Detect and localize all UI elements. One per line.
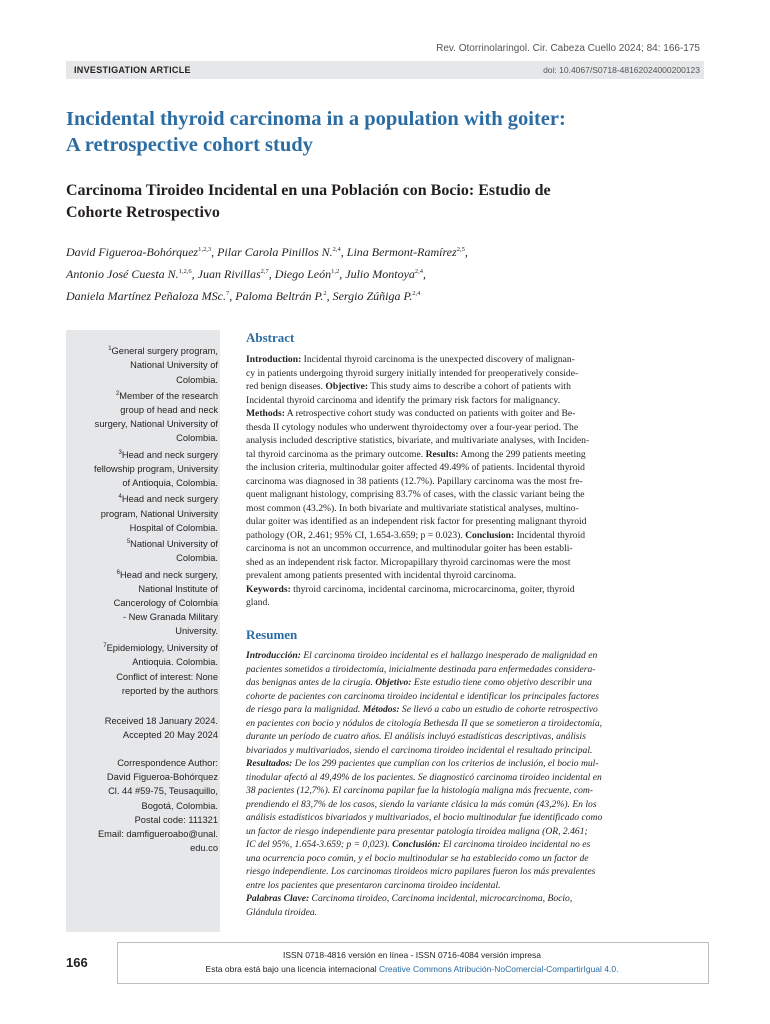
author-name: Juan Rivillas (197, 267, 261, 281)
article-type-label: INVESTIGATION ARTICLE (74, 65, 191, 75)
article-subtitle (66, 180, 706, 224)
abstract-body (246, 353, 706, 610)
abstract-line: dular goiter was identified as an independent risk factor for presenting malignant thyroid (246, 516, 587, 527)
footer-box (117, 942, 709, 984)
author-name: Diego León (274, 267, 332, 281)
resumen-line: de riesgo para la malignidad. Métodos: Se llevó a cabo un estudio de cohorte retrospectivo (246, 704, 598, 715)
resumen-heading: Resumen (246, 627, 298, 642)
resumen-line: prendiendo el 83,7% de los casos, siendo la variante clásica la más común (43,2%). En los (246, 798, 597, 810)
resumen-line: Palabras Clave: Carcinoma tiroideo, Carcinoma incidental, microcarcinoma, Bocio, (246, 893, 573, 904)
abstract-line: Keywords: thyroid carcinoma, incidental carcinoma, microcarcinoma, goiter, thyroid (246, 583, 575, 595)
abstract-line: cy in patients undergoing thyroid surgery initially intended for preoperatively conside- (246, 367, 579, 379)
resumen-line: en pacientes con bocio y nódulos de citología Bethesda II que se sometieron a tiroidectomía, (246, 717, 603, 729)
author-line: David Figueroa-Bohórquez$^{1,2,3}$, Pilar Carola Pinillos N.$^{2,4}$, Lina Bermont-Ramírez$^{2,5}$, (66, 245, 468, 259)
abstract-line: thesda II cytology nodules who underwent thyroidectomy over a four-year period. The (246, 421, 579, 433)
abstract-line: carcinoma was diagnosed in 38 patients (12.7%). Papillary carcinoma was the most fre- (246, 475, 583, 487)
author-name: Daniela Martínez Peñaloza MSc. (66, 289, 226, 303)
abstract-line: pathology (OR, 2.461; 95% CI, 1.654-3.659; p = 0.023). Conclusion: Incidental thyroid (246, 529, 586, 541)
resumen-line: cohorte de pacientes con carcinoma tiroideo incidental e identificar los principales factores (246, 690, 600, 702)
abstract-line: prevalent among patients presented with incidental thyroid carcinoma. (246, 570, 517, 581)
author-name: Pilar Carola Pinillos N. (217, 245, 333, 259)
resumen-section (246, 627, 706, 919)
author-line: Daniela Martínez Peñaloza MSc.$^7$, Paloma Beltrán P.$^2$, Sergio Zúñiga P.$^{2,4}$ (66, 289, 421, 303)
resumen-body (246, 649, 706, 919)
resumen-line: entre los pacientes que presentaron carcinoma tiroideo incidental. (246, 879, 501, 891)
resumen-line: Glándula tiroidea. (246, 906, 318, 918)
resumen-line: análisis estadísticos bivariados y multivariados, el bocio multinodular fue identificado como (246, 812, 603, 823)
author-name: Antonio José Cuesta N. (66, 267, 179, 281)
abstract-section (246, 330, 706, 610)
resumen-line: Resultados: De los 299 pacientes que cumplían con los criterios de inclusión, el bocio mul- (246, 758, 599, 769)
subtitle-line-1: Carcinoma Tiroideo Incidental en una Población con Bocio: Estudio de (66, 182, 551, 199)
resumen-line: IC del 95%, 1.654-3.659; p = 0,023). Conclusión: El carcinoma tiroideo incidental no es (246, 839, 591, 850)
article-title (66, 106, 706, 158)
resumen-line: pacientes sometidos a tiroidectomía, inicialmente destinada para enfermedades considera- (246, 663, 596, 675)
resumen-line: Introducción: El carcinoma tiroideo incidental es el hallazgo inesperado de malignidad en (246, 650, 598, 661)
author-name: Paloma Beltrán P. (235, 289, 324, 303)
abstract-line: Incidental thyroid carcinoma and identify the primary risk factors for malignancy. (246, 394, 560, 406)
sidebar (66, 330, 220, 932)
header-band (66, 61, 704, 79)
affiliations: $^1$General surgery program, National University of Colombia. $^2$Member of the research group of head and neck surgery, National University of Colombia. $^3$Head and neck surgery fellowship program, University of Antioquia, Colombia. $^4$Head and neck surgery program, National University Hospital of Colombia. $^5$National University of Colombia. $^6$Head and neck surgery, National Institute of Cancerology of Colombia - New Granada Military University. $^7$Epidemiology, University of Antioquia. Colombia. (93, 346, 218, 667)
abstract-line: quent malignant histology, comprising 83.7% of cases, with the classic variant being the (246, 489, 585, 500)
email-link[interactable]: Email: damfigueroabo@unal. (97, 829, 218, 840)
abstract-line: gland. (246, 597, 270, 608)
author-name: Julio Montoya (345, 267, 415, 281)
abstract-heading: Abstract (246, 330, 295, 345)
abstract-line: most common (43.2%). In both bivariate and multivariate statistical analyses, multino- (246, 502, 579, 514)
received-accepted-dates: Received 18 January 2024. Accepted 20 May 2024 (104, 716, 218, 741)
doi-link[interactable]: doi: 10.4067/S0718-48162024000200123 (543, 65, 700, 75)
abstract-line: Introduction: Incidental thyroid carcinoma is the unexpected discovery of malignan- (246, 354, 575, 365)
abstract-line: red benign diseases. Objective: This study aims to describe a cohort of patients with (246, 381, 571, 392)
title-line-2: A retrospective cohort study (66, 134, 313, 156)
abstract-line: analysis included descriptive statistics, bivariate, and multivariate analyses, with Inciden- (246, 435, 590, 446)
page-number: 166 (66, 955, 88, 970)
resumen-line: un factor de riesgo independiente para presentar patología tiroidea maligna (OR, 2.461; (246, 825, 588, 837)
abstract-line: Methods: A retrospective cohort study was conducted on patients with goiter and Be- (246, 408, 576, 419)
resumen-line: 38 pacientes (12,7%). El carcinoma papilar fue la histología maligna más frecuente, com- (246, 785, 594, 796)
author-name: David Figueroa-Bohórquez (66, 245, 199, 259)
resumen-line: riesgo independiente. Los carcinomas tiroideos micro papilares fueron los más prevalentes (246, 866, 596, 877)
abstract-line: the inclusion criteria, multinodular goiter affected 49.49% of patients. Incidental thyroid (246, 462, 585, 473)
abstract-line: shed as an independent risk factor. Micropapillary thyroid carcinomas were the most (246, 556, 571, 568)
resumen-line: das benignas antes de la cirugía. Objetivo: Este estudio tiene como objetivo describir una (246, 677, 592, 688)
journal-reference: Rev. Otorrinolaringol. Cir. Cabeza Cuello 2024; 84: 166-175 (436, 43, 700, 54)
abstract-line: tal thyroid carcinoma as the primary outcome. Results: Among the 299 patients meeting (246, 448, 586, 460)
resumen-line: bivariados y multivariados, siendo el carcinoma tiroideo incidental el resultado principal. (246, 744, 593, 756)
abstract-line: carcinoma is not an uncommon occurrence, and multinodular goiter has been establi- (246, 543, 573, 554)
conflict-of-interest: Conflict of interest: None reported by the authors (116, 672, 218, 697)
license-line: Esta obra está bajo una licencia internacional Creative Commons Atribución-NoComercial-CompartirIgual 4.0. (205, 964, 619, 974)
resumen-line: durante un período de cuatro años. El análisis incluyó estadísticas descriptivas, análisis (246, 731, 586, 742)
author-name: Lina Bermont-Ramírez (346, 245, 457, 259)
correspondence: Correspondence Author: David Figueroa-Bohórquez Cl. 44 #59-75, Teusaquillo, Bogotá, Colombia. Postal code: 111321 Email: damfigueroabo@unal. edu.co (97, 758, 218, 854)
author-name: Sergio Zúñiga P. (332, 289, 413, 303)
issn-line: ISSN 0718-4816 versión en línea - ISSN 0716-4084 versión impresa (283, 950, 541, 960)
license-link[interactable]: Creative Commons Atribución-NoComercial-CompartirIgual 4.0. (378, 964, 619, 974)
author-line: Antonio José Cuesta N.$^{1,2,6}$, Juan Rivillas$^{2,7}$, Diego León$^{1,2}$, Julio Montoya$^{2,4}$, (66, 267, 427, 281)
subtitle-line-2: Cohorte Retrospectivo (66, 204, 220, 221)
resumen-line: una ocurrencia poco común, y el bocio multinodular se ha establecido como un factor de (246, 852, 589, 864)
title-line-1: Incidental thyroid carcinoma in a population with goiter: (66, 108, 566, 130)
resumen-line: tinodular afectó al 49,49% de los pacientes. Se diagnosticó carcinoma tiroideo incidental en (246, 771, 602, 783)
author-list (66, 240, 706, 306)
